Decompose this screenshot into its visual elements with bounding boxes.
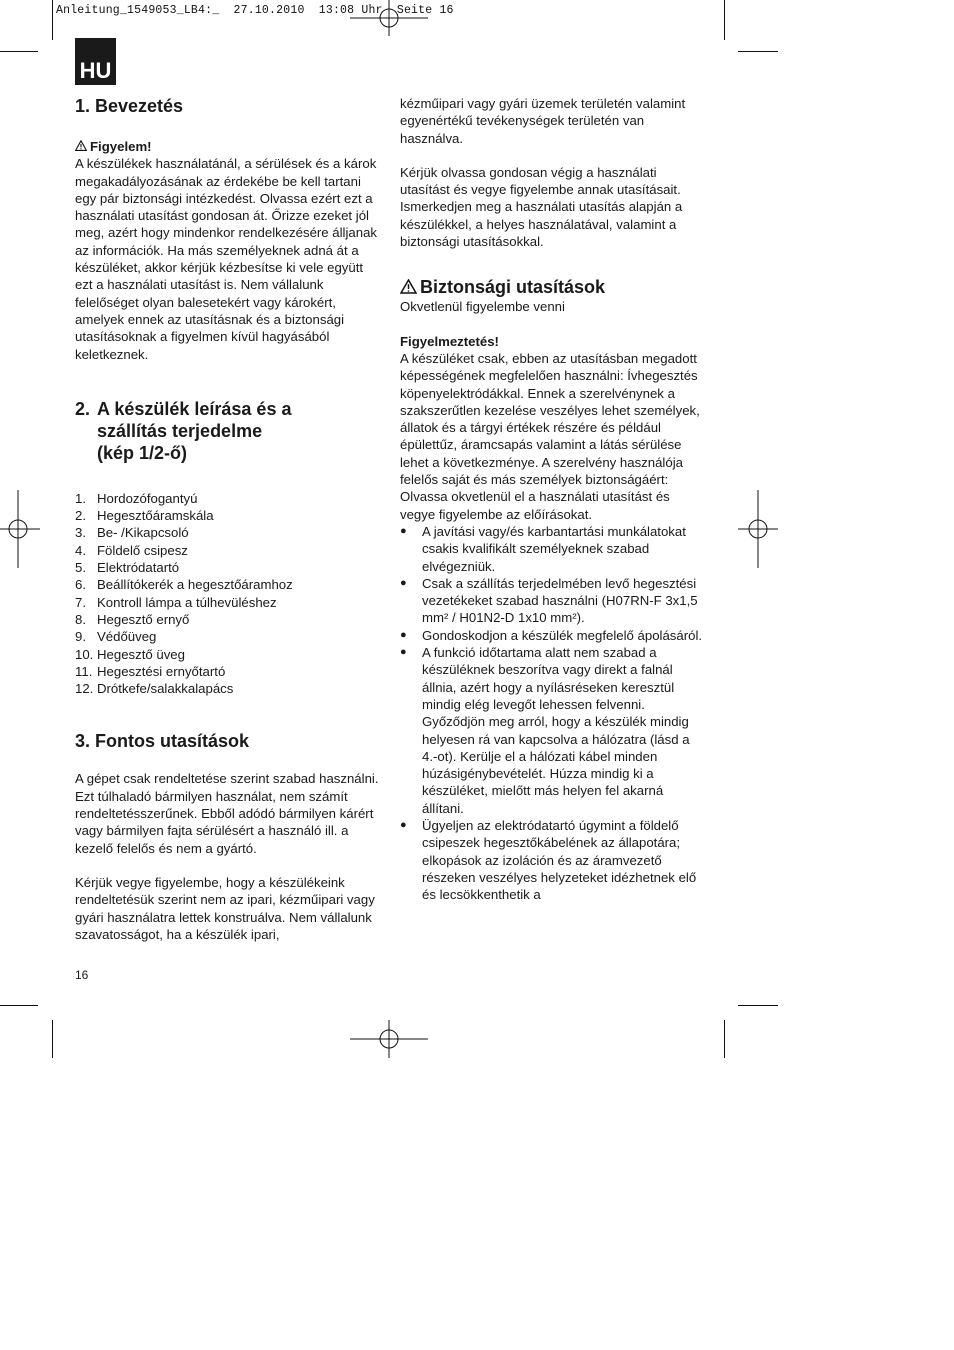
list-item	[75, 594, 380, 611]
crop-mark	[724, 1020, 725, 1058]
item-label: Hordozófogantyú	[97, 490, 198, 506]
item-label: Be- /Kikapcsoló	[97, 525, 189, 541]
item-label: Elektródatartó	[97, 560, 180, 576]
crop-mark	[52, 0, 53, 40]
crop-mark	[0, 51, 38, 52]
crop-mark	[738, 1005, 778, 1006]
item-number: 12.	[75, 681, 94, 697]
list-item	[75, 628, 380, 645]
item-number: 6.	[75, 577, 86, 593]
item-number: 7.	[75, 594, 86, 610]
item-number: 2.	[75, 508, 86, 524]
list-item	[75, 559, 380, 576]
language-tab	[75, 38, 116, 85]
bullet-icon: ●	[400, 524, 407, 537]
bullet-icon: ●	[400, 628, 407, 641]
section-3-paragraph: Kérjük olvassa gondosan végig a használati utasítást és vegye figyelembe annak utasításait. Ismerkedjen meg a használati utasítás alapján a készülékkel, a helyes használatával, valamint a biztonsági utasításokkal.	[400, 164, 683, 250]
item-label: Hegesztési ernyőtartó	[97, 663, 226, 679]
item-number: 8.	[75, 611, 86, 627]
item-number: 3.	[75, 525, 86, 541]
item-number: 11.	[75, 663, 93, 679]
list-item	[75, 524, 380, 541]
section-1-title: 1. Bevezetés	[75, 96, 184, 116]
item-number: 4.	[75, 542, 86, 558]
safety-bullet-list	[400, 523, 706, 904]
print-slug: Anleitung_1549053_LB4:_ 27.10.2010 13:08 Uhr Seite 16	[56, 4, 454, 17]
warning-triangle-icon	[400, 279, 417, 294]
right-column	[400, 95, 706, 903]
parts-list	[75, 490, 380, 698]
section-3-title: 3. Fontos utasítások	[75, 731, 250, 752]
left-column	[75, 95, 380, 943]
registration-mark-bottom	[350, 1020, 428, 1058]
crop-mark	[52, 1020, 53, 1058]
crop-mark	[0, 1005, 38, 1006]
section-4-title-text: Biztonsági utasítások	[420, 277, 606, 298]
language-code: HU	[79, 58, 112, 83]
section-2-title-line: (kép 1/2-ő)	[97, 442, 188, 463]
section-3-paragraph: A gépet csak rendeltetése szerint szabad használni. Ezt túlhaladó bármilyen használat, nem számít rendeltetésszerűnek. Ebből adódó bármilyen kárért vagy bármilyen fajta sérülésért a használó ill. a kezelő felelős és nem a gyártó.	[75, 771, 379, 856]
list-item	[75, 646, 380, 663]
list-item	[400, 644, 706, 817]
item-label: Védőüveg	[97, 629, 157, 645]
item-label: Hegesztőáramskála	[97, 508, 214, 524]
item-label: Földelő csipesz	[97, 542, 188, 558]
section-4-text: A készüléket csak, ebben az utasításban megadott képességének megfelelően használni: Ívhegesztés köpenyelektródákkal. Ennek a szerelvénynek a szakszerűtlen kezelése veszélyes lehet személyek, állatok és a tárgyi értékek részére és például épülettűz, áramcsapás valamint a látás sérülése lehet a következménye. A szerelvény használója felelős saját és más személyek biztonságáért: Olvassa okvetlenül el a használati utasítást és vegye figyelembe az előírásokat.	[400, 350, 700, 522]
list-item	[400, 523, 706, 575]
item-label: Kontroll lámpa a túlhevüléshez	[97, 594, 277, 610]
item-label: Beállítókerék a hegesztőáramhoz	[97, 577, 293, 593]
bullet-text: A javítási vagy/és karbantartási munkálatokat csakis kvalifikált személyeknek szabad elvégezniük.	[422, 523, 686, 574]
item-label: Hegesztő ernyő	[97, 611, 190, 627]
item-number: 5.	[75, 560, 86, 576]
list-item	[400, 627, 706, 644]
list-item	[400, 575, 706, 627]
section-2-title-line: A készülék leírása és a	[97, 398, 292, 419]
list-item	[75, 680, 380, 697]
section-2-number: 2.	[75, 398, 91, 419]
section-3-paragraph: Kérjük vegye figyelembe, hogy a készülékeink rendeltetésük szerint nem az ipari, kézműipari vagy gyári használatra lettek konstruálva. Nem vállalunk szavatosságot, ha a készülék ipari,	[75, 874, 375, 942]
section-2-title-line: szállítás terjedelme	[97, 420, 263, 441]
crop-mark	[738, 51, 778, 52]
section-4-title	[400, 276, 706, 298]
item-label: Hegesztő üveg	[97, 646, 185, 662]
list-item	[400, 817, 706, 903]
item-number: 10.	[75, 646, 94, 662]
registration-mark-right	[738, 490, 778, 568]
list-item	[75, 507, 380, 524]
section-1-text: A készülékek használatánál, a sérülések és a károk megakadályozásának az érdekébe be kell tartani egy pár biztonsági intézkedést. Olvassa ezért ezt a használati utasítást gondosan át. Őrizze ezeket jól meg, azért hogy mindenkor rendelkezésére álljanak az információk. Ha más személyeknek adná át a készüléket, akkor kérjük kézbesítse ki vele együtt ezt a használati utasítást is. Nem vállalunk felelőséget olyan balesetekért vagy károkért, amelyek ennek az utasításnak és a biztonsági utasításoknak a figyelmen kívül hagyásából keletkeznek.	[75, 156, 378, 362]
list-item	[75, 663, 380, 680]
list-item	[75, 576, 380, 593]
item-number: 1.	[75, 490, 86, 506]
registration-mark-left	[0, 490, 40, 568]
warning-heading	[75, 138, 380, 155]
warning-triangle-icon	[75, 140, 87, 151]
item-label: Drótkefe/salakkalapács	[97, 681, 234, 697]
section-3-paragraph-continued: kézműipari vagy gyári üzemek területén valamint egyenértékű tevékenységek területén van használva.	[400, 96, 686, 146]
bullet-text: Csak a szállítás terjedelmében levő hegesztési vezetékeket szabad használni (H07RN-F 3x1,5 mm² / H01N2-D 1x10 mm²).	[422, 575, 698, 626]
section-2-title	[75, 398, 380, 464]
bullet-text: Gondoskodjon a készülék megfelelő ápolásáról.	[422, 627, 703, 643]
section-4-subtitle: Okvetlenül figyelembe venni	[400, 299, 565, 315]
bullet-text: A funkció időtartama alatt nem szabad a készüléknek beszorítva vagy direkt a falnál állnia, azért hogy a nyílásréseken keresztül mindig elég levegőt lehessen felvenni. Győződjön meg arról, hogy a készülék mindig helyesen rá van kapcsolva a hálózatra (lásd a 4.-ot). Kerülje el a hálózati kábel minden húzásigénybevételét. Húzza mindig ki a készüléket, mielőtt más helyen fel akarná állítani.	[422, 645, 690, 816]
crop-mark	[724, 0, 725, 40]
registration-mark-top	[350, 0, 428, 36]
bullet-icon: ●	[400, 576, 407, 589]
bullet-icon: ●	[400, 646, 407, 659]
warning-heading: Figyelmeztetés!	[400, 333, 499, 349]
page-number: 16	[75, 968, 89, 982]
bullet-icon: ●	[400, 818, 407, 831]
bullet-text: Ügyeljen az elektródatartó úgymint a földelő csipeszek hegesztőkábelének az állapotára; elkopások az izoláción és az áramvezető részeken veszélyes helyzeteket idézhetnek elő és lecsökkenthetik a	[422, 817, 697, 903]
warning-label: Figyelem!	[90, 139, 152, 154]
item-number: 9.	[75, 629, 86, 645]
list-item	[75, 490, 380, 507]
list-item	[75, 611, 380, 628]
list-item	[75, 542, 380, 559]
